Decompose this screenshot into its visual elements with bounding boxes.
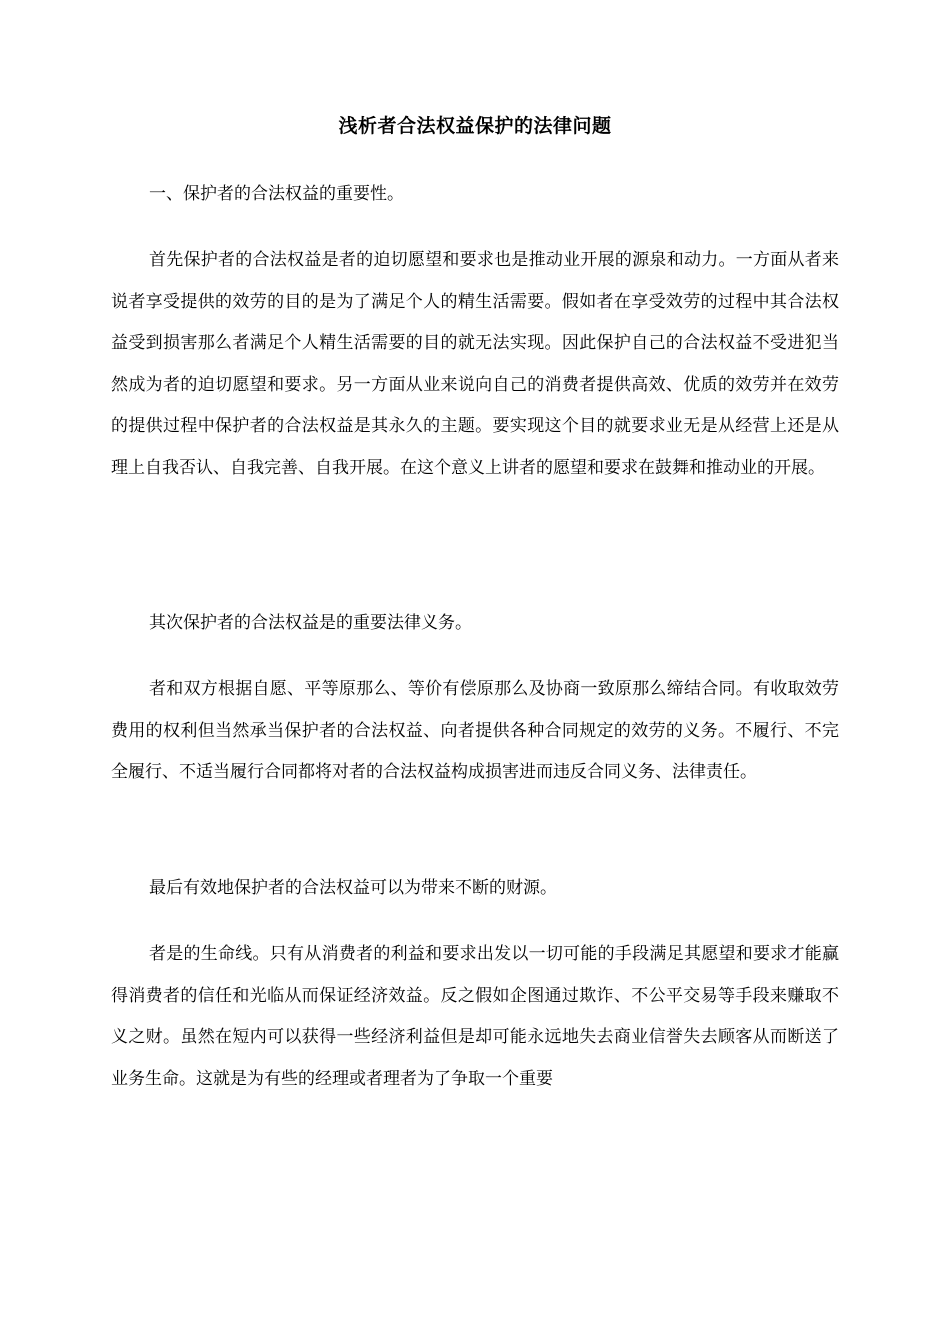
document-title: 浅析者合法权益保护的法律问题 xyxy=(338,115,612,137)
paragraph-contract-obligations: 者和双方根据自愿、平等原那么、等价有偿原那么及协商一致原那么缔结合同。有收取效劳费用的权利但当然承当保护者的合法权益、向者提供各种合同规定的效劳的义务。不履行、不完全履行、不适当履行合同都将对者的合法权益构成损害进而违反合同义务、法律责任。 xyxy=(111,679,839,782)
paragraph-second-reason-heading: 其次保护者的合法权益是的重要法律义务。 xyxy=(149,613,472,633)
paragraph-third-reason-heading: 最后有效地保护者的合法权益可以为带来不断的财源。 xyxy=(149,878,557,898)
paragraph-first-reason: 首先保护者的合法权益是者的迫切愿望和要求也是推动业开展的源泉和动力。一方面从者来说者享受提供的效劳的目的是为了满足个人的精生活需要。假如者在享受效劳的过程中其合法权益受到损害那么者满足个人精生活需要的目的就无法实现。因此保护自己的合法权益不受进犯当然成为者的迫切愿望和要求。另一方面从业来说向自己的消费者提供高效、优质的效劳并在效劳的提供过程中保护者的合法权益是其永久的主题。要实现这个目的就要求业无是从经营上还是从理上自我否认、自我完善、自我开展。在这个意义上讲者的愿望和要求在鼓舞和推动业的开展。 xyxy=(111,250,839,478)
section-heading: 一、保护者的合法权益的重要性。 xyxy=(149,184,404,204)
paragraph-lifeline: 者是的生命线。只有从消费者的利益和要求出发以一切可能的手段满足其愿望和要求才能赢得消费者的信任和光临从而保证经济效益。反之假如企图通过欺诈、不公平交易等手段来赚取不义之财。虽然在短内可以获得一些经济利益但是却可能永远地失去商业信誉失去顾客从而断送了业务生命。这就是为有些的经理或者理者为了争取一个重要 xyxy=(111,944,839,1089)
